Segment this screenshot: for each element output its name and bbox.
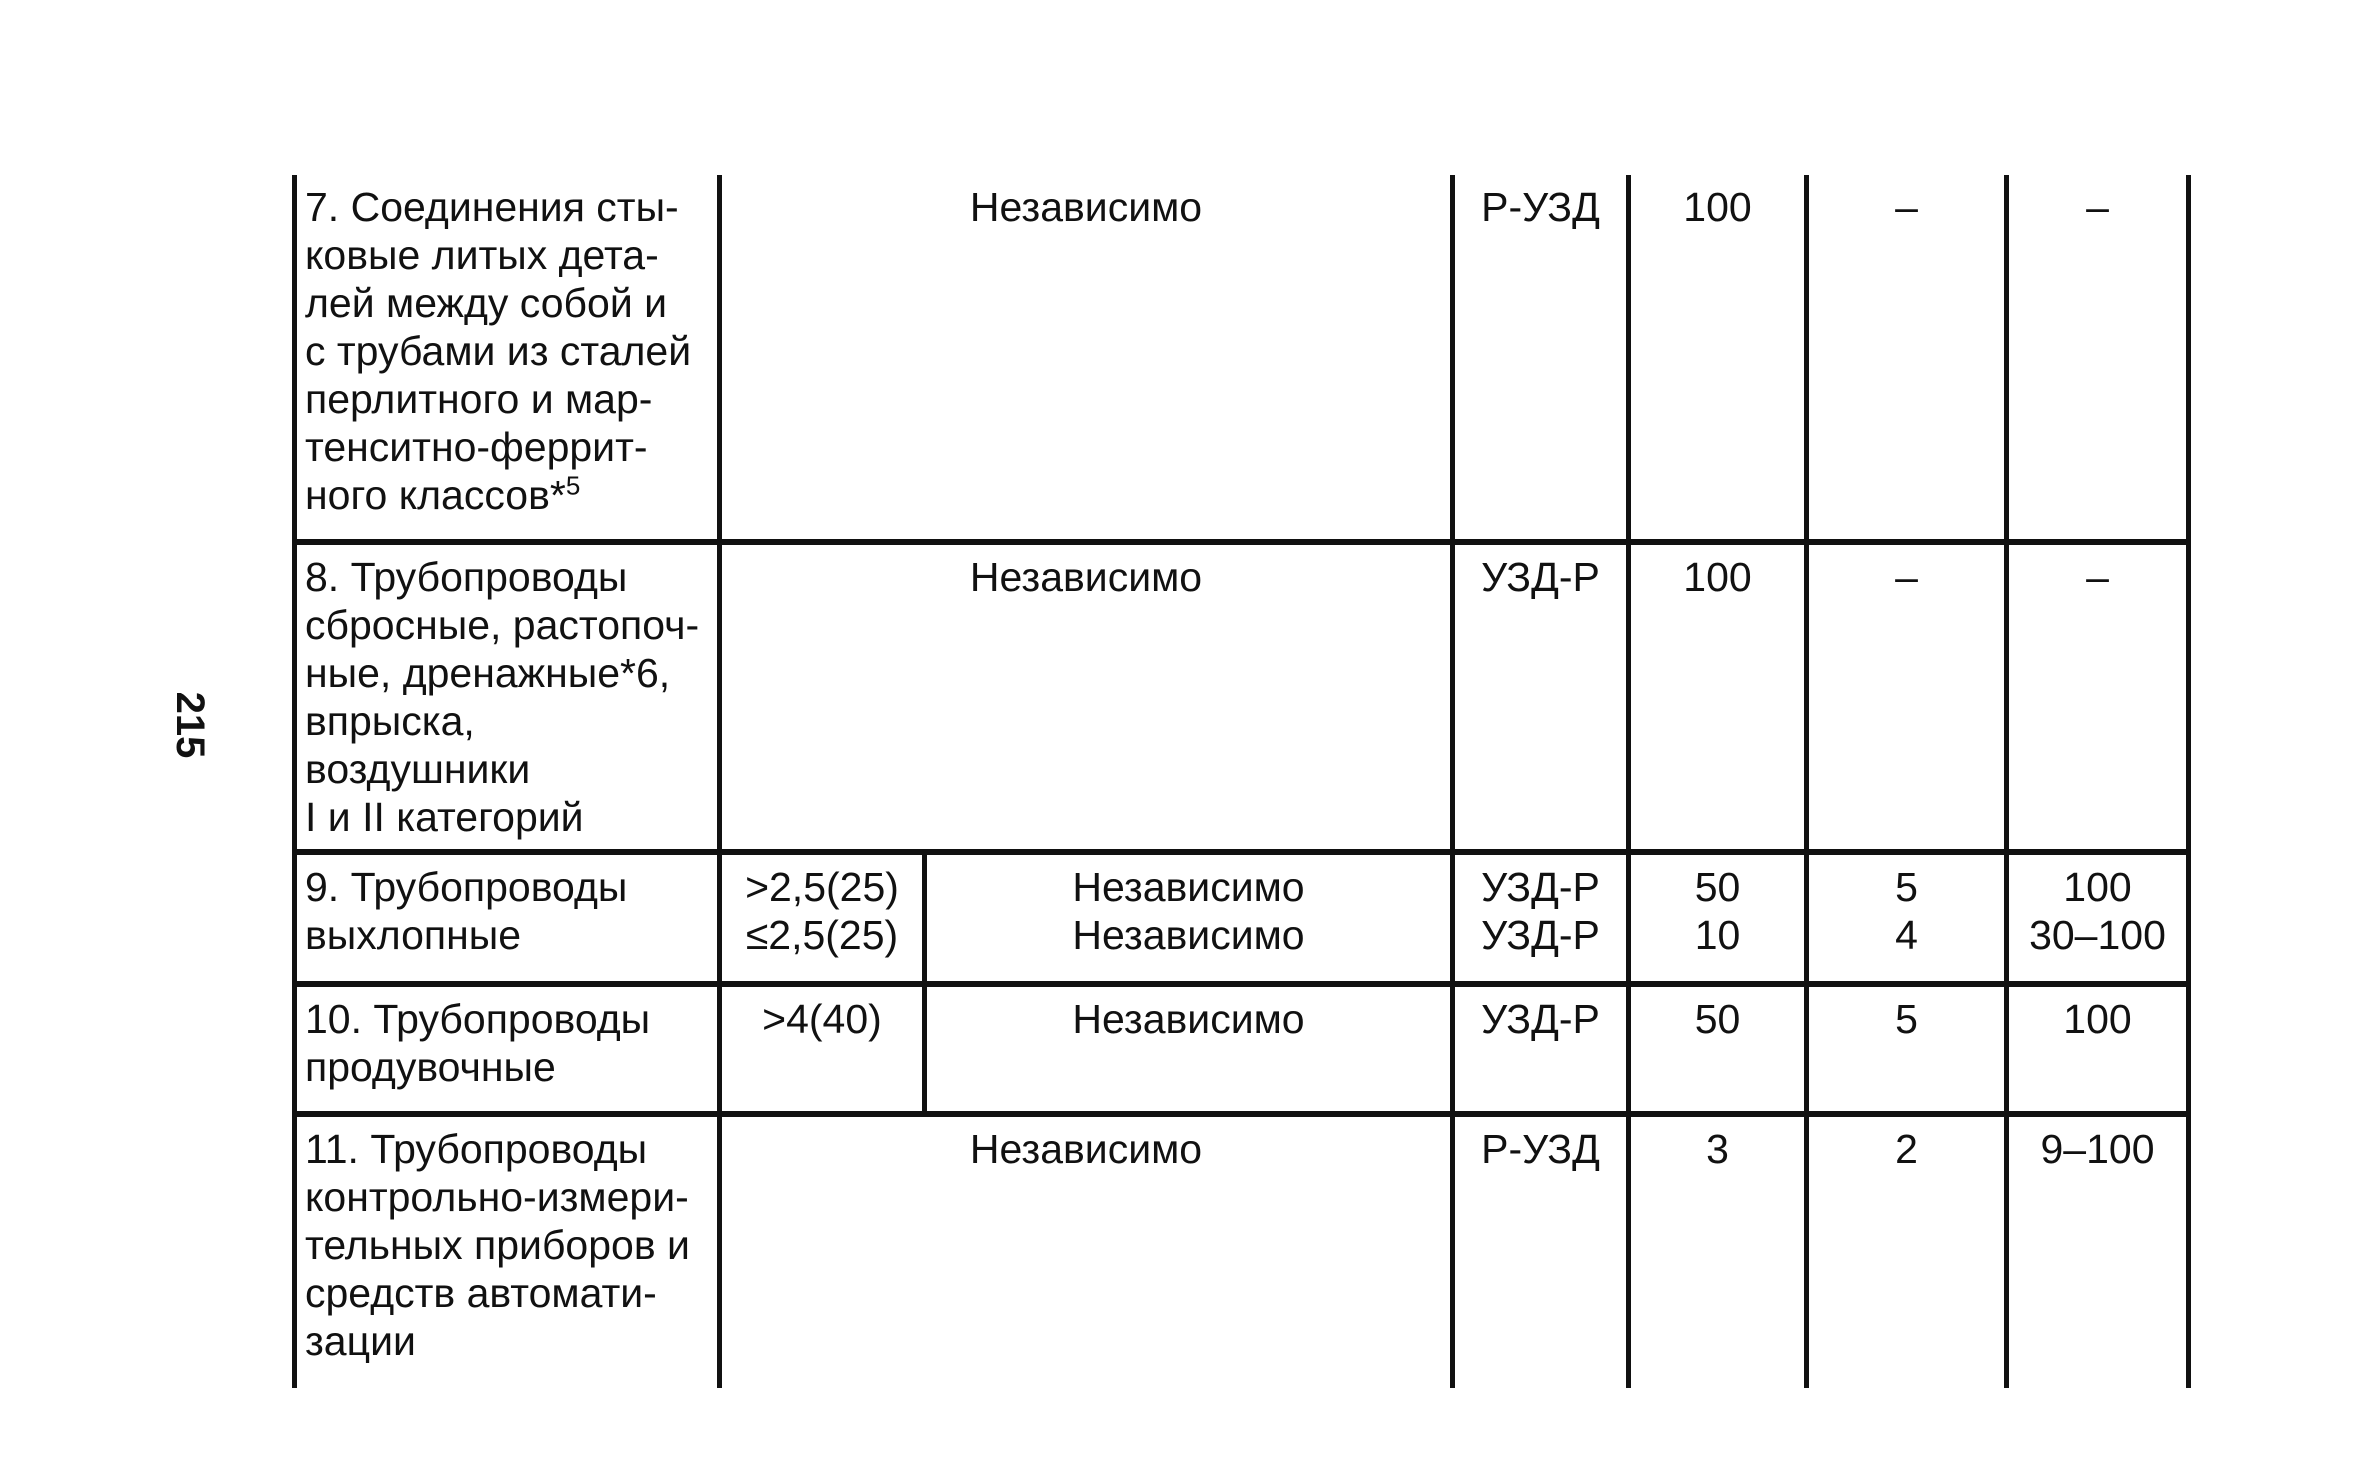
diameter-cell: >2,5(25) ≤2,5(25): [720, 852, 925, 984]
value-cell: –: [2007, 175, 2189, 542]
row-name-cell: 10. Трубопроводы продувочные: [295, 984, 720, 1114]
value-cell: 100: [1629, 175, 1807, 542]
method-cell: УЗД-Р: [1453, 542, 1629, 852]
table-row: [295, 1114, 2189, 1388]
method-cell: Р-УЗД: [1453, 1114, 1629, 1388]
footnote-marker: 5: [565, 470, 581, 501]
row-name-cell: 8. Трубопроводы сбросные, растопоч- ные, дренажные*6, впрыска, воздушники I и II категорий: [295, 542, 720, 852]
row-name-cell: 9. Трубопроводы выхлопные: [295, 852, 720, 984]
table-row: [295, 542, 2189, 852]
thickness-cell: Независимо: [720, 542, 1453, 852]
thickness-cell: Независимо: [720, 1114, 1453, 1388]
row-name-cell: 7. Соединения сты- ковые литых дета- лей между собой и с трубами из сталей перлитного и мар- тенситно-феррит- ного классов*$^5$: [295, 175, 720, 542]
value-cell: 100: [2007, 984, 2189, 1114]
value-cell: 5 4: [1807, 852, 2007, 984]
table-row: [295, 175, 2189, 542]
value-cell: 3: [1629, 1114, 1807, 1388]
inspection-table: [292, 175, 2191, 1388]
value-cell: –: [1807, 542, 2007, 852]
method-cell: Р-УЗД: [1453, 175, 1629, 542]
table-row: [295, 984, 2189, 1114]
value-cell: 50: [1629, 984, 1807, 1114]
thickness-cell: Независимо: [720, 175, 1453, 542]
method-cell: УЗД-Р: [1453, 984, 1629, 1114]
thickness-cell: Независимо: [925, 984, 1453, 1114]
value-cell: 2: [1807, 1114, 2007, 1388]
row-name-cell: 11. Трубопроводы контрольно-измери- тельных приборов и средств автомати- зации: [295, 1114, 720, 1388]
value-cell: 50 10: [1629, 852, 1807, 984]
value-cell: –: [2007, 542, 2189, 852]
method-cell: УЗД-Р УЗД-Р: [1453, 852, 1629, 984]
diameter-cell: >4(40): [720, 984, 925, 1114]
value-cell: 100: [1629, 542, 1807, 852]
table-row: [295, 852, 2189, 984]
value-cell: 5: [1807, 984, 2007, 1114]
thickness-cell: Независимо Независимо: [925, 852, 1453, 984]
value-cell: 9–100: [2007, 1114, 2189, 1388]
value-cell: 100 30–100: [2007, 852, 2189, 984]
value-cell: –: [1807, 175, 2007, 542]
page-number: 215: [168, 691, 212, 759]
